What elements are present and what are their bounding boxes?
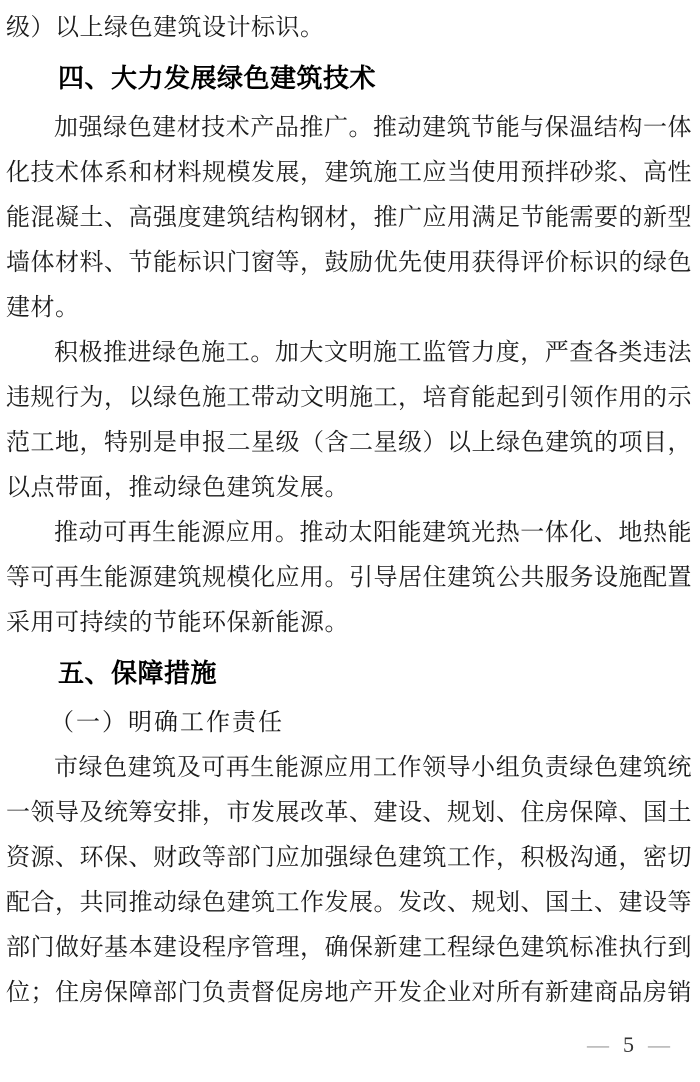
sub-section-heading: （一）明确工作责任 <box>50 710 284 736</box>
section-heading: 五、保障措施 <box>58 658 218 688</box>
paragraph-line: 加强绿色建材技术产品推广。推动建筑节能与保温结构一体 <box>54 115 692 141</box>
paragraph-line: 部门做好基本建设程序管理，确保新建工程绿色建筑标准执行到 <box>6 935 692 961</box>
paragraph-line: 范工地，特别是申报二星级（含二星级）以上绿色建筑的项目， <box>6 430 692 456</box>
paragraph-line: 墙体材料、节能标识门窗等，鼓励优先使用获得评价标识的绿色 <box>6 250 692 276</box>
paragraph-line: 位；住房保障部门负责督促房地产开发企业对所有新建商品房销 <box>6 980 692 1006</box>
paragraph-line: 以点带面，推动绿色建筑发展。 <box>6 475 349 501</box>
continuation-line: 级）以上绿色建筑设计标识。 <box>6 15 325 41</box>
paragraph-line: 一领导及统筹安排，市发展改革、建设、规划、住房保障、国土 <box>6 800 692 826</box>
paragraph-line: 市绿色建筑及可再生能源应用工作领导小组负责绿色建筑统 <box>54 755 692 781</box>
page-number: 5 <box>623 1032 634 1057</box>
paragraph-line: 违规行为，以绿色施工带动文明施工，培育能起到引领作用的示 <box>6 385 692 411</box>
paragraph-line: 能混凝土、高强度建筑结构钢材，推广应用满足节能需要的新型 <box>6 205 692 231</box>
paragraph-line: 资源、环保、财政等部门应加强绿色建筑工作，积极沟通，密切 <box>6 845 692 871</box>
paragraph-line: 化技术体系和材料规模发展，建筑施工应当使用预拌砂浆、高性 <box>6 160 692 186</box>
footer-dash-left: — <box>587 1032 609 1057</box>
section-heading: 四、大力发展绿色建筑技术 <box>58 63 377 93</box>
paragraph-line: 积极推进绿色施工。加大文明施工监管力度，严查各类违法 <box>54 340 692 366</box>
page-footer <box>587 1034 670 1056</box>
footer-dash-right: — <box>648 1032 670 1057</box>
paragraph-line: 等可再生能源建筑规模化应用。引导居住建筑公共服务设施配置 <box>6 565 692 591</box>
document-body <box>6 6 692 1016</box>
paragraph-line: 建材。 <box>6 295 80 321</box>
paragraph-line: 推动可再生能源应用。推动太阳能建筑光热一体化、地热能 <box>54 520 692 546</box>
paragraph-line: 采用可持续的节能环保新能源。 <box>6 610 349 636</box>
paragraph-line: 配合，共同推动绿色建筑工作发展。发改、规划、国土、建设等 <box>6 890 692 916</box>
